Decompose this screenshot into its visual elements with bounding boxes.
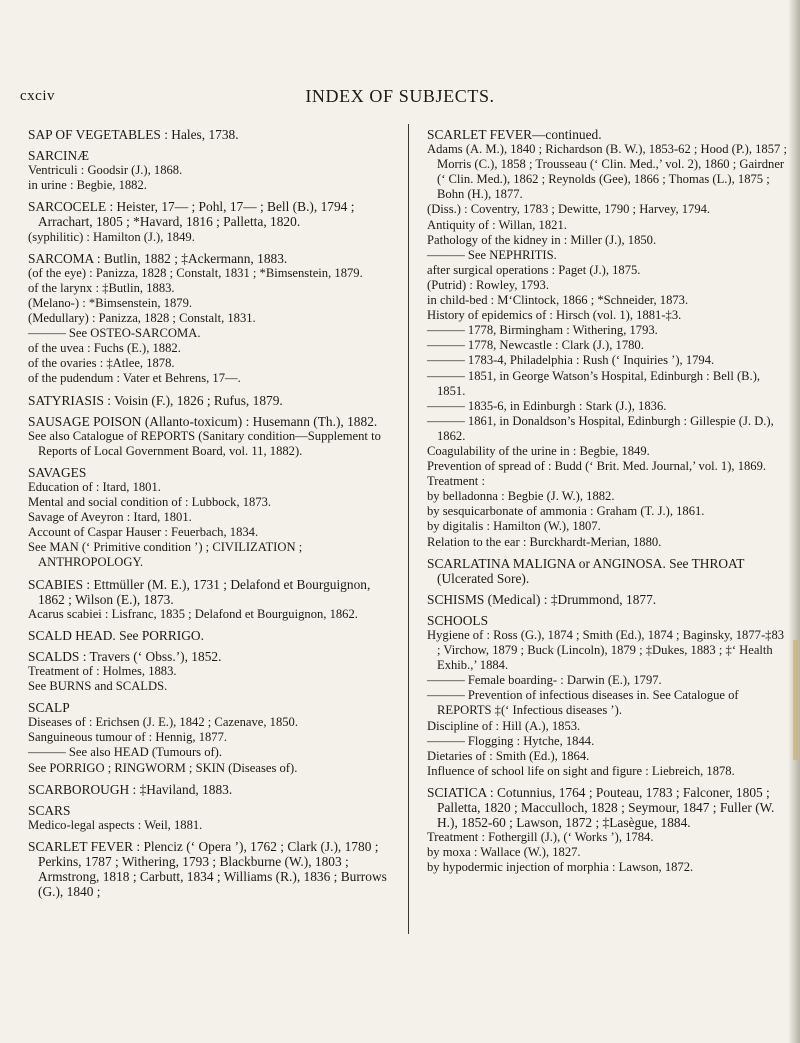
index-heading: SAP OF VEGETABLES : Hales, 1738. xyxy=(28,127,239,142)
index-heading: SATYRIASIS : Voisin (F.), 1826 ; Rufus, 1879. xyxy=(28,392,283,408)
index-heading: SCHISMS (Medical) : ‡Drummond, 1877. xyxy=(427,591,657,607)
index-subentry: Sanguineous tumour of : Hennig, 1877. xyxy=(28,730,228,745)
index-subentry: (of the eye) : Panizza, 1828 ; Constalt, 1831 ; *Bimsenstein, 1879. xyxy=(28,265,363,280)
page-edge-mark xyxy=(793,640,798,760)
index-subentry: Treatment of : Holmes, 1883. xyxy=(28,664,177,678)
column-divider xyxy=(408,124,409,934)
index-subentry: ——— 1851, in George Watson’s Hospital, Edinburgh : Bell (B.), 1851. xyxy=(427,368,761,398)
index-subentry: Dietaries of : Smith (Ed.), 1864. xyxy=(427,748,590,763)
index-subentry: Pathology of the kidney in : Miller (J.), 1850. xyxy=(427,232,657,247)
index-heading: SCIATICA : Cotunnius, 1764 ; Pouteau, 1783 ; Falconer, 1805 ; Palletta, 1820 ; Macculloch, 1828 ; Seymour, 1847 ; Fuller (W. H.), 1852-60 ; Lawson, 1872 ; ‡Lasègue, 1884. xyxy=(427,784,775,831)
page-edge-shadow xyxy=(788,0,800,1043)
index-heading: SCARBOROUGH : ‡Haviland, 1883. xyxy=(28,781,233,797)
index-subentry: Prevention of spread of : Budd (‘ Brit. Med. Journal,’ vol. 1), 1869. xyxy=(427,459,767,474)
index-subentry: in child-bed : M‘Clintock, 1866 ; *Schneider, 1873. xyxy=(427,293,689,308)
index-heading: SARCOCELE : Heister, 17— ; Pohl, 17— ; Bell (B.), 1794 ; Arrachart, 1805 ; *Havard, 1816 ; Palletta, 1820. xyxy=(28,199,355,230)
index-heading: SCALD HEAD. See PORRIGO. xyxy=(28,627,204,643)
index-subentry: (Medullary) : Panizza, 1828 ; Constalt, 1831. xyxy=(28,311,256,326)
index-heading: SCARS xyxy=(28,802,71,818)
index-subentry: See BURNS and SCALDS. xyxy=(28,679,168,694)
index-subentry: ——— 1778, Birmingham : Withering, 1793. xyxy=(427,323,658,338)
index-subentry: by belladonna : Begbie (J. W.), 1882. xyxy=(427,489,615,504)
index-subentry: (Melano-) : *Bimsenstein, 1879. xyxy=(28,295,193,310)
page-header xyxy=(0,88,800,112)
index-subentry: by sesquicarbonate of ammonia : Graham (T. J.), 1861. xyxy=(427,504,705,519)
index-subentry: ——— Female boarding- : Darwin (E.), 1797. xyxy=(427,673,662,688)
index-heading: SAUSAGE POISON (Allanto-toxicum) : Husemann (Th.), 1882. xyxy=(28,413,378,429)
index-subentry: ——— 1835-6, in Edinburgh : Stark (J.), 1836. xyxy=(427,398,667,413)
index-heading: SCARLATINA MALIGNA or ANGINOSA. See THROAT (Ulcerated Sore). xyxy=(427,555,745,586)
index-heading: SCARLET FEVER—continued. xyxy=(427,127,602,142)
index-heading: SCABIES : Ettmüller (M. E.), 1731 ; Delafond et Bourguignon, 1862 ; Wilson (E.), 1873. xyxy=(28,576,371,607)
index-heading: SARCINÆ xyxy=(28,148,90,164)
index-heading: SCALDS : Travers (‘ Obss.’), 1852. xyxy=(28,648,222,664)
index-subentry: (Diss.) : Coventry, 1783 ; Dewitte, 1790 ; Harvey, 1794. xyxy=(427,202,711,217)
index-subentry: by moxa : Wallace (W.), 1827. xyxy=(427,845,581,860)
index-subentry: Treatment : Fothergill (J.), (‘ Works ’), 1784. xyxy=(427,830,654,845)
index-heading: SCHOOLS xyxy=(427,612,489,628)
index-subentry: History of epidemics of : Hirsch (vol. 1), 1881-‡3. xyxy=(427,308,682,323)
index-subentry: Diseases of : Erichsen (J. E.), 1842 ; Cazenave, 1850. xyxy=(28,715,298,730)
left-column xyxy=(28,127,390,899)
index-subentry: Account of Caspar Hauser : Feuerbach, 1834. xyxy=(28,525,259,540)
index-subentry: ——— 1778, Newcastle : Clark (J.), 1780. xyxy=(427,338,644,353)
index-heading: SCALP xyxy=(28,700,70,716)
index-subentry: of the larynx : ‡Butlin, 1883. xyxy=(28,280,175,295)
index-subentry: ——— See also HEAD (Tumours of). xyxy=(28,745,223,760)
index-subentry: Antiquity of : Willan, 1821. xyxy=(427,217,567,232)
index-subentry: of the ovaries : ‡Atlee, 1878. xyxy=(28,356,175,371)
index-subentry: in urine : Begbie, 1882. xyxy=(28,178,147,193)
index-subentry: Mental and social condition of : Lubbock, 1873. xyxy=(28,495,272,510)
index-subentry: ——— See NEPHRITIS. xyxy=(427,247,557,262)
index-subentry: by hypodermic injection of morphia : Lawson, 1872. xyxy=(427,860,694,875)
page-number: cxciv xyxy=(20,88,55,104)
index-subentry: Coagulability of the urine in : Begbie, 1849. xyxy=(427,443,650,458)
index-subentry: Education of : Itard, 1801. xyxy=(28,479,161,494)
index-subentry: Adams (A. M.), 1840 ; Richardson (B. W.), 1853-62 ; Hood (P.), 1857 ; Morris (C.), 1858 ; Trousseau (‘ Clin. Med.,’ vol. 2), 1860 ; Gairdner (‘ Clin. Med.), 1862 ; Reynolds (Gee), 1866 ; Thomas (L.), 1875 ; Bohn (H.), 1877. xyxy=(427,142,787,202)
index-subentry: Medico-legal aspects : Weil, 1881. xyxy=(28,817,203,832)
index-subentry: ——— Prevention of infectious diseases in. See Catalogue of REPORTS ‡(‘ Infectious diseases ’). xyxy=(427,688,739,718)
index-subentry: ——— Flogging : Hytche, 1844. xyxy=(427,733,595,748)
index-heading: SARCOMA : Butlin, 1882 ; ‡Ackermann, 1883. xyxy=(28,250,288,266)
index-heading: SAVAGES xyxy=(28,464,87,480)
index-subentry: ——— 1783-4, Philadelphia : Rush (‘ Inquiries ’), 1794. xyxy=(427,353,715,368)
running-title: INDEX OF SUBJECTS. xyxy=(305,86,495,106)
index-subentry: ——— See OSTEO-SARCOMA. xyxy=(28,326,201,341)
index-subentry: Influence of school life on sight and figure : Liebreich, 1878. xyxy=(427,763,735,778)
index-subentry: ——— 1861, in Donaldson’s Hospital, Edinburgh : Gillespie (J. D.), 1862. xyxy=(427,413,774,443)
index-subentry: Ventriculi : Goodsir (J.), 1868. xyxy=(28,163,183,178)
index-heading: SCARLET FEVER : Plenciz (‘ Opera ’), 1762 ; Clark (J.), 1780 ; Perkins, 1787 ; Withering, 1793 ; Blackburne (W.), 1803 ; Armstrong, 1818 ; Carbutt, 1834 ; Williams (R.), 1836 ; Burrows (G.), 1840 ; xyxy=(28,838,387,900)
index-subentry: Treatment : xyxy=(427,474,485,489)
right-column xyxy=(427,127,789,876)
index-subentry: (syphilitic) : Hamilton (J.), 1849. xyxy=(28,229,195,244)
index-subentry: See PORRIGO ; RINGWORM ; SKIN (Diseases of). xyxy=(28,760,298,775)
index-subentry: See MAN (‘ Primitive condition ’) ; CIVILIZATION ; ANTHROPOLOGY. xyxy=(28,540,303,570)
index-subentry: Relation to the ear : Burckhardt-Merian, 1880. xyxy=(427,534,662,549)
index-subentry: See also Catalogue of REPORTS (Sanitary condition—Supplement to Reports of Local Government Board, vol. 11, 1882). xyxy=(28,428,381,458)
index-subentry: Hygiene of : Ross (G.), 1874 ; Smith (Ed.), 1874 ; Baginsky, 1877-‡83 ; Virchow, 1879 ; Buck (Lincoln), 1879 ; ‡Dukes, 1883 ; ‡‘ Health Exhib.,’ 1884. xyxy=(427,628,785,673)
index-subentry: of the pudendum : Vater et Behrens, 17—. xyxy=(28,371,241,386)
index-subentry: after surgical operations : Paget (J.), 1875. xyxy=(427,262,641,277)
index-subentry: by digitalis : Hamilton (W.), 1807. xyxy=(427,519,601,534)
index-subentry: Acarus scabiei : Lisfranc, 1835 ; Delafond et Bourguignon, 1862. xyxy=(28,606,358,621)
index-subentry: Savage of Aveyron : Itard, 1801. xyxy=(28,510,192,525)
index-subentry: Discipline of : Hill (A.), 1853. xyxy=(427,718,581,733)
index-subentry: (Putrid) : Rowley, 1793. xyxy=(427,277,549,292)
index-subentry: of the uvea : Fuchs (E.), 1882. xyxy=(28,341,181,356)
